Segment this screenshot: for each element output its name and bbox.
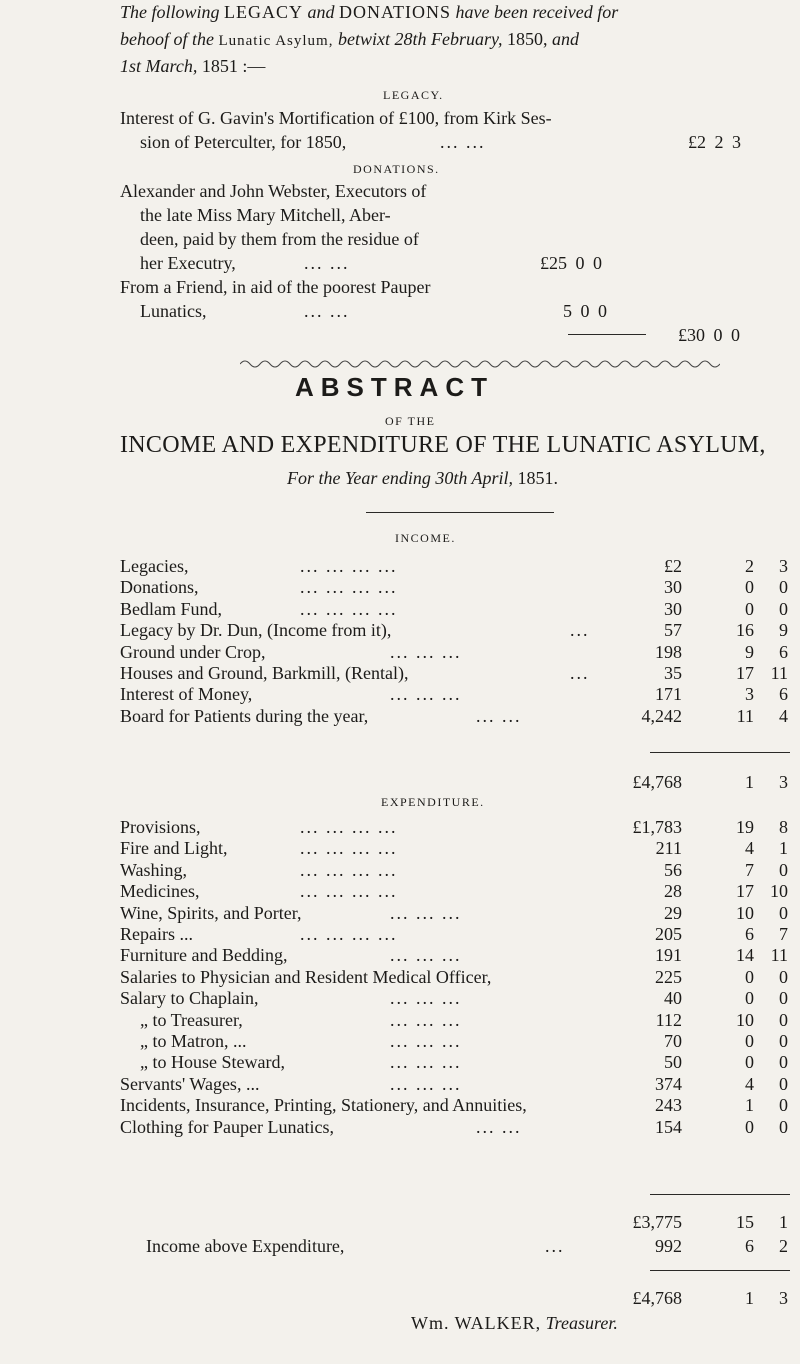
expenditure-subtotal-pounds: £3,775: [632, 1212, 682, 1232]
intro-donations-word: DONATIONS: [339, 2, 452, 22]
expenditure-label: Provisions,: [120, 817, 201, 837]
expenditure-pounds: 70: [664, 1031, 682, 1051]
expenditure-label: Clothing for Pauper Lunatics,: [120, 1116, 334, 1137]
expenditure-row: [0, 967, 800, 991]
legacy-text-line-1: Interest of G. Gavin's Mortification of £100, from Kirk Ses-: [120, 108, 552, 128]
expenditure-dots: ... ... ...: [390, 902, 462, 923]
income-row: [0, 684, 800, 708]
expenditure-pounds: 40: [664, 988, 682, 1009]
income-total-pence: 3: [779, 772, 788, 792]
expenditure-row: [0, 860, 800, 884]
donation-1-line-1: Alexander and John Webster, Executors of: [120, 181, 427, 201]
expenditure-row: [0, 988, 800, 1012]
expenditure-dots: ... ... ...: [390, 1009, 462, 1030]
income-pence: 9: [779, 620, 788, 641]
income-dots: ... ... ... ...: [300, 556, 398, 576]
expenditure-label: Repairs ...: [120, 924, 193, 944]
income-dots: ... ... ... ...: [300, 577, 398, 598]
intro-text: The following: [120, 2, 220, 22]
expenditure-dots: ... ... ... ...: [300, 838, 398, 859]
income-dots: ... ... ...: [390, 641, 462, 662]
income-shillings: 0: [745, 577, 754, 598]
intro-text: and: [307, 2, 335, 22]
expenditure-shillings: 17: [736, 881, 754, 902]
expenditure-row: [0, 924, 800, 948]
income-row: [0, 663, 800, 687]
expenditure-pence: 0: [779, 1009, 788, 1030]
expenditure-pounds: 50: [664, 1052, 682, 1073]
grand-total-pounds: £4,768: [632, 1288, 682, 1308]
expenditure-subtotal-pence: 1: [779, 1212, 788, 1232]
intro-line-1: [120, 2, 618, 23]
income-label: Interest of Money,: [120, 684, 253, 705]
expenditure-pence: 11: [770, 945, 788, 966]
expenditure-heading: EXPENDITURE.: [381, 795, 485, 809]
expenditure-row: [0, 817, 800, 841]
donation-1-line-4: her Executry,: [140, 253, 236, 273]
donations-total-rule: [568, 334, 646, 335]
expenditure-subtotal-shillings: 15: [736, 1212, 754, 1232]
abstract-rule: [366, 512, 554, 513]
expenditure-pence: 0: [779, 966, 788, 987]
intro-line-2: [120, 29, 579, 50]
expenditure-pounds: 211: [655, 838, 682, 859]
income-row: [0, 642, 800, 666]
expenditure-shillings: 14: [736, 945, 754, 966]
expenditure-row: [0, 838, 800, 862]
expenditure-pounds: 56: [664, 859, 682, 880]
surplus-pence: 2: [779, 1236, 788, 1256]
expenditure-pence: 0: [779, 1052, 788, 1073]
income-pounds: 30: [664, 598, 682, 619]
expenditure-pence: 8: [779, 817, 788, 837]
expenditure-row: [0, 1031, 800, 1055]
income-shillings: 16: [736, 620, 754, 641]
expenditure-subtotal-rule: [650, 1194, 790, 1195]
abstract-subtitle: [287, 468, 558, 489]
expenditure-label: Incidents, Insurance, Printing, Stationery, and Annuities,: [120, 1095, 527, 1116]
expenditure-row: [0, 1095, 800, 1119]
income-row: [0, 706, 800, 730]
donation-1-dots: ... ...: [304, 253, 350, 273]
expenditure-pence: 0: [779, 1031, 788, 1051]
income-label: Legacies,: [120, 556, 189, 576]
surplus-label: Income above Expenditure,: [146, 1236, 345, 1256]
expenditure-pence: 0: [779, 859, 788, 880]
income-shillings: 0: [745, 598, 754, 619]
expenditure-pence: 1: [779, 838, 788, 859]
expenditure-pence: 7: [779, 924, 788, 944]
income-dots: ... ...: [476, 705, 522, 726]
expenditure-dots: ... ... ...: [390, 1031, 462, 1051]
expenditure-row: [0, 945, 800, 969]
donation-2-line-1: From a Friend, in aid of the poorest Pauper: [120, 277, 431, 297]
legacy-amount: £2 2 3: [688, 132, 741, 152]
donation-1-amount: £25 0 0: [540, 253, 602, 273]
expenditure-pence: 0: [779, 988, 788, 1009]
grand-total-rule: [650, 1270, 790, 1271]
income-dots: ...: [570, 663, 590, 683]
income-label: Board for Patients during the year,: [120, 705, 369, 726]
income-pence: 6: [779, 684, 788, 705]
income-pounds: 171: [655, 684, 682, 705]
income-label: Legacy by Dr. Dun, (Income from it),: [120, 620, 392, 641]
expenditure-dots: ... ... ...: [390, 1073, 462, 1094]
expenditure-pounds: 154: [655, 1116, 682, 1137]
abstract-subtitle-period: For the Year ending 30th April,: [287, 468, 514, 488]
donation-1-line-2: the late Miss Mary Mitchell, Aber-: [140, 205, 391, 225]
signature: [411, 1313, 618, 1334]
expenditure-pence: 0: [779, 1095, 788, 1116]
donation-2-dots: ... ...: [304, 301, 350, 321]
income-row: [0, 599, 800, 623]
expenditure-pounds: 29: [664, 902, 682, 923]
income-pence: 0: [779, 598, 788, 619]
expenditure-shillings: 7: [745, 859, 754, 880]
expenditure-shillings: 0: [745, 966, 754, 987]
expenditure-row: [0, 1010, 800, 1034]
intro-text: and: [551, 29, 579, 49]
income-shillings: 2: [745, 556, 754, 576]
income-row: [0, 556, 800, 580]
signature-title: Treasurer.: [545, 1313, 618, 1333]
expenditure-label: Wine, Spirits, and Porter,: [120, 902, 302, 923]
expenditure-pounds: 28: [664, 881, 682, 902]
expenditure-row: [0, 1074, 800, 1098]
income-shillings: 3: [745, 684, 754, 705]
expenditure-dots: ... ... ...: [390, 988, 462, 1009]
intro-year-1: 1850,: [506, 29, 548, 49]
expenditure-pounds: 112: [655, 1009, 682, 1030]
expenditure-pounds: £1,783: [632, 817, 682, 837]
income-pence: 11: [770, 663, 788, 683]
income-total-pounds: £4,768: [632, 772, 682, 792]
donations-heading: DONATIONS.: [353, 162, 440, 176]
donation-2-line-2: Lunatics,: [140, 301, 207, 321]
income-total-rule: [650, 752, 790, 753]
income-label: Donations,: [120, 577, 199, 598]
surplus-dots: ...: [545, 1236, 565, 1256]
expenditure-pounds: 191: [655, 945, 682, 966]
expenditure-label: „ to Matron, ...: [140, 1031, 247, 1051]
expenditure-pounds: 374: [655, 1073, 682, 1094]
expenditure-dots: ... ... ... ...: [300, 881, 398, 902]
income-dots: ... ... ... ...: [300, 598, 398, 619]
expenditure-pounds: 225: [655, 966, 682, 987]
legacy-dots: ... ...: [440, 132, 486, 152]
grand-total-row: [0, 1288, 800, 1312]
expenditure-dots: ... ... ... ...: [300, 817, 398, 837]
expenditure-shillings: 4: [745, 1073, 754, 1094]
expenditure-shillings: 0: [745, 1052, 754, 1073]
income-heading: INCOME.: [395, 531, 456, 545]
expenditure-shillings: 10: [736, 902, 754, 923]
intro-text: have been received for: [455, 2, 619, 22]
intro-line-3: [120, 56, 265, 77]
income-row: [0, 620, 800, 644]
income-label: Houses and Ground, Barkmill, (Rental),: [120, 663, 409, 683]
expenditure-label: Washing,: [120, 859, 188, 880]
legacy-heading: LEGACY.: [383, 88, 444, 102]
expenditure-pence: 10: [770, 881, 788, 902]
income-pounds: 30: [664, 577, 682, 598]
income-pounds: 4,242: [641, 705, 682, 726]
intro-asylum-name: Lunatic Asylum,: [218, 33, 334, 49]
income-pounds: 198: [655, 641, 682, 662]
expenditure-label: Furniture and Bedding,: [120, 945, 288, 966]
legacy-text-line-2: sion of Peterculter, for 1850,: [140, 132, 347, 152]
income-pence: 4: [779, 705, 788, 726]
income-dots: ...: [570, 620, 590, 641]
expenditure-dots: ... ... ...: [390, 1052, 462, 1073]
expenditure-label: Fire and Light,: [120, 838, 228, 859]
income-shillings: 9: [745, 641, 754, 662]
signature-name: Wm. WALKER,: [411, 1313, 542, 1333]
expenditure-row: [0, 881, 800, 905]
income-label: Ground under Crop,: [120, 641, 266, 662]
income-shillings: 11: [736, 705, 754, 726]
income-dots: ... ... ...: [390, 684, 462, 705]
income-pence: 3: [779, 556, 788, 576]
income-pence: 6: [779, 641, 788, 662]
expenditure-shillings: 0: [745, 1031, 754, 1051]
expenditure-label: „ to House Steward,: [140, 1052, 285, 1073]
intro-legacy-word: LEGACY: [224, 2, 304, 22]
expenditure-row: [0, 1117, 800, 1141]
expenditure-shillings: 6: [745, 924, 754, 944]
surplus-shillings: 6: [745, 1236, 754, 1256]
expenditure-label: Servants' Wages, ...: [120, 1073, 260, 1094]
expenditure-shillings: 10: [736, 1009, 754, 1030]
income-pounds: £2: [664, 556, 682, 576]
expenditure-shillings: 4: [745, 838, 754, 859]
income-pounds: 35: [664, 663, 682, 683]
expenditure-pence: 0: [779, 1073, 788, 1094]
income-row: [0, 577, 800, 601]
expenditure-pence: 0: [779, 902, 788, 923]
expenditure-label: „ to Treasurer,: [140, 1009, 243, 1030]
expenditure-shillings: 0: [745, 988, 754, 1009]
income-shillings: 17: [736, 663, 754, 683]
expenditure-pounds: 205: [655, 924, 682, 944]
abstract-of-the: OF THE: [385, 414, 436, 428]
income-pounds: 57: [664, 620, 682, 641]
wavy-divider: [240, 357, 720, 371]
income-label: Bedlam Fund,: [120, 598, 222, 619]
expenditure-row: [0, 1052, 800, 1076]
surplus-row: [0, 1236, 800, 1260]
intro-year-2: 1851 :—: [201, 56, 266, 76]
expenditure-subtotal-row: [0, 1212, 800, 1236]
intro-date-2: 1st March,: [120, 56, 198, 76]
grand-total-shillings: 1: [745, 1288, 754, 1308]
expenditure-label: Medicines,: [120, 881, 200, 902]
surplus-pounds: 992: [655, 1236, 682, 1256]
expenditure-dots: ... ... ... ...: [300, 924, 398, 944]
abstract-main-title: INCOME AND EXPENDITURE OF THE LUNATIC ASYLUM,: [120, 432, 766, 458]
expenditure-shillings: 19: [736, 817, 754, 837]
expenditure-row: [0, 903, 800, 927]
abstract-subtitle-year: 1851.: [517, 468, 559, 488]
expenditure-dots: ... ...: [476, 1116, 522, 1137]
abstract-title: ABSTRACT: [295, 372, 494, 402]
intro-date-1: 28th February,: [394, 29, 503, 49]
expenditure-label: Salary to Chaplain,: [120, 988, 259, 1009]
expenditure-label: Salaries to Physician and Resident Medical Officer,: [120, 966, 492, 987]
expenditure-shillings: 0: [745, 1116, 754, 1137]
donation-1-line-3: deen, paid by them from the residue of: [140, 229, 419, 249]
grand-total-pence: 3: [779, 1288, 788, 1308]
expenditure-pounds: 243: [655, 1095, 682, 1116]
intro-text: betwixt: [337, 29, 390, 49]
expenditure-dots: ... ... ...: [390, 945, 462, 966]
intro-text: behoof of the: [120, 29, 214, 49]
income-total-shillings: 1: [745, 772, 754, 792]
income-pence: 0: [779, 577, 788, 598]
expenditure-dots: ... ... ... ...: [300, 859, 398, 880]
donations-total: £30 0 0: [678, 325, 740, 345]
expenditure-pence: 0: [779, 1116, 788, 1137]
expenditure-shillings: 1: [745, 1095, 754, 1116]
income-total-row: [0, 772, 800, 796]
donation-2-amount: 5 0 0: [563, 301, 607, 321]
